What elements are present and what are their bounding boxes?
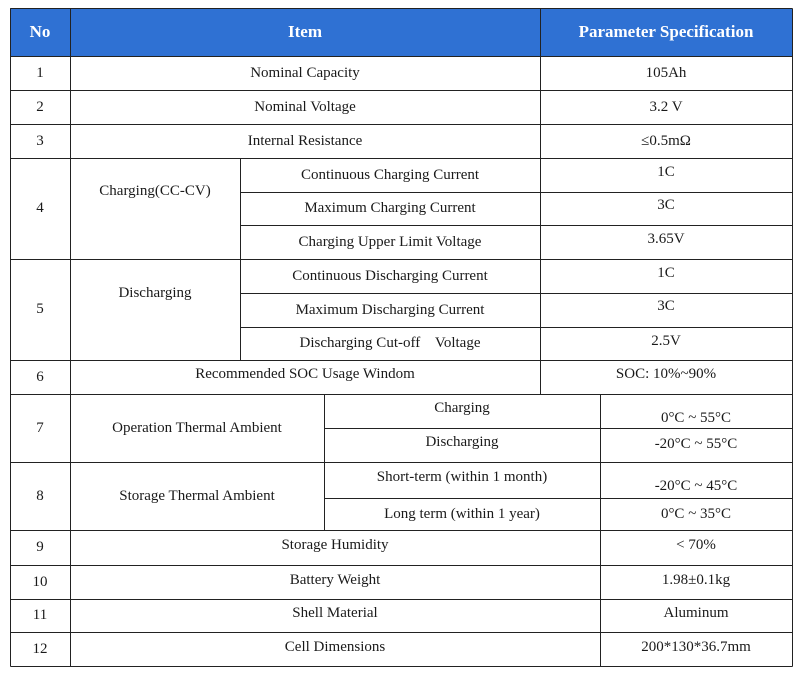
row-number: 1 <box>36 64 44 81</box>
sub-item-label: Maximum Discharging Current <box>295 301 485 318</box>
item-label: Nominal Capacity <box>250 64 360 81</box>
sub-item-label: Short-term (within 1 month) <box>376 468 548 485</box>
spec-value: 3.65V <box>647 230 685 247</box>
spec-value: 3.2 V <box>649 98 683 115</box>
sub-item-label: Discharging Cut-off Voltage <box>299 335 481 351</box>
item-label: Cell Dimensions <box>284 638 386 655</box>
spec-value: -20°C ~ 55°C <box>654 435 738 452</box>
item-label: Storage Humidity <box>281 537 389 553</box>
row-number: 6 <box>36 368 44 385</box>
spec-value: 200*130*36.7mm <box>641 638 751 655</box>
spec-value: 2.5V <box>651 332 681 349</box>
group-label: Discharging <box>118 284 192 301</box>
item-label: Shell Material <box>292 604 378 621</box>
sub-item-label: Maximum Charging Current <box>304 200 476 216</box>
item-label: Recommended SOC Usage Windom <box>195 365 415 382</box>
group-label: Storage Thermal Ambient <box>119 487 275 504</box>
row-number: 4 <box>36 200 44 216</box>
row-number: 3 <box>36 132 44 149</box>
header-no: No <box>29 22 51 41</box>
spec-value: -20°C ~ 45°C <box>654 477 738 494</box>
row-number: 12 <box>32 640 48 657</box>
sub-item-label: Continuous Discharging Current <box>292 267 488 284</box>
spec-value: 1C <box>657 264 675 281</box>
spec-value: 0°C ~ 55°C <box>660 409 732 426</box>
sub-item-label: Continuous Charging Current <box>300 166 480 183</box>
item-label: Battery Weight <box>289 572 381 588</box>
spec-value: SOC: 10%~90% <box>615 365 717 382</box>
sub-item-label: Long term (within 1 year) <box>384 505 540 522</box>
item-label: Internal Resistance <box>247 132 363 149</box>
item-label: Nominal Voltage <box>254 98 356 115</box>
sub-item-label: Charging Upper Limit Voltage <box>298 233 482 250</box>
row-number: 9 <box>36 539 44 555</box>
row-number: 10 <box>32 573 48 590</box>
spec-value: < 70% <box>676 537 716 553</box>
spec-value: Aluminum <box>663 604 729 621</box>
row-number: 11 <box>32 607 48 623</box>
header-parameter-specification: Parameter Specification <box>578 22 754 41</box>
spec-value: ≤0.5mΩ <box>641 132 691 149</box>
row-number: 5 <box>36 301 44 317</box>
group-label: Operation Thermal Ambient <box>112 419 282 436</box>
row-number: 7 <box>36 419 44 436</box>
row-number: 2 <box>36 98 44 115</box>
spec-value: 1.98±0.1kg <box>661 572 731 588</box>
spec-value: 1C <box>657 163 675 180</box>
sub-item-label: Discharging <box>425 433 499 450</box>
spec-value: 3C <box>657 196 675 213</box>
spec-value: 0°C ~ 35°C <box>660 505 732 522</box>
header-item: Item <box>288 22 322 41</box>
sub-item-label: Charging <box>434 399 490 416</box>
group-label: Charging(CC-CV) <box>99 183 211 199</box>
row-number: 8 <box>36 487 44 504</box>
spec-value: 105Ah <box>645 64 687 81</box>
spec-value: 3C <box>657 297 675 314</box>
